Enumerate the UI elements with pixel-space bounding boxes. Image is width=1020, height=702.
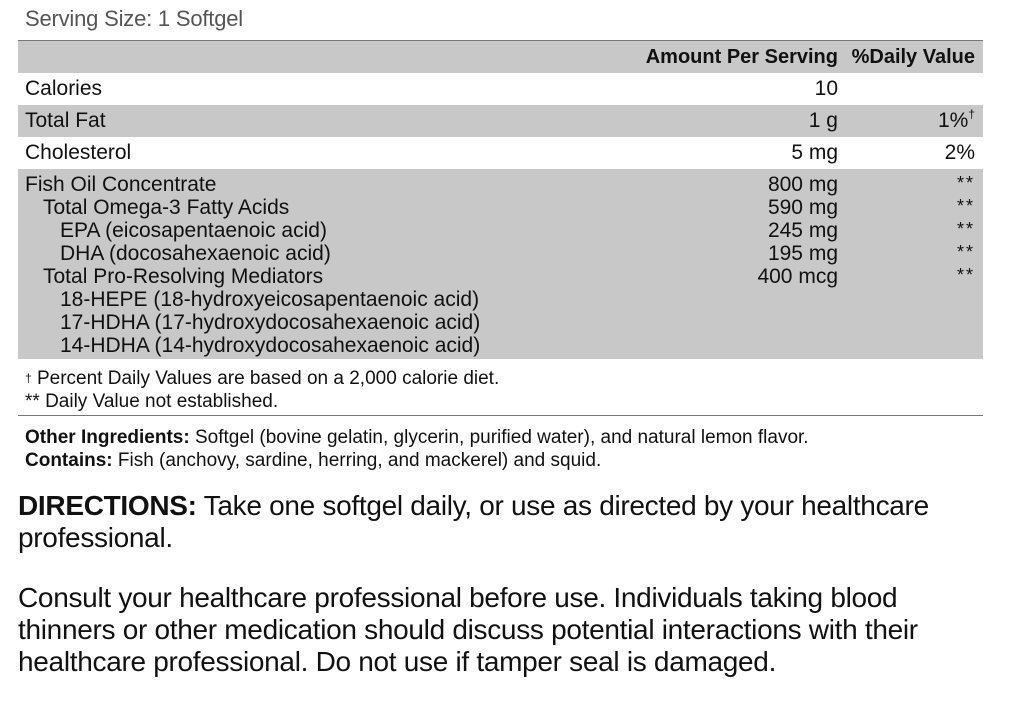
item-amount: 195 mg [767, 242, 838, 265]
list-item [18, 334, 983, 357]
header-daily-value: %Daily Value [851, 46, 975, 68]
row-daily-value [938, 109, 975, 133]
fish-oil-block [18, 169, 983, 359]
list-item [18, 173, 983, 196]
nutrition-table [18, 41, 983, 359]
directions-text: Take one softgel daily, or use as directed by your healthcare professional. [18, 490, 929, 553]
item-label: EPA (eicosapentaenoic acid) [60, 219, 327, 242]
row-label: Cholesterol [25, 141, 132, 164]
item-daily-value: ** [956, 265, 975, 285]
footnote-dagger [25, 367, 499, 390]
middle-divider [18, 415, 983, 416]
footnotes [25, 367, 499, 413]
item-daily-value: ** [956, 173, 975, 193]
list-item [18, 288, 983, 311]
item-label: Fish Oil Concentrate [25, 173, 217, 196]
item-daily-value: ** [956, 219, 975, 239]
footnote-dagger-text: Percent Daily Values are based on a 2,000 calorie diet. [31, 368, 500, 389]
row-label: Total Fat [25, 109, 106, 132]
row-daily-value-text: 1% [937, 109, 969, 132]
row-daily-value: 2% [944, 141, 975, 164]
item-amount: 245 mg [767, 219, 838, 242]
consult-warning: Consult your healthcare professional before use. Individuals taking blood thinners or other medication should discuss potential interactions with their healthcare professional. Do not use if tamper seal is damaged. [18, 582, 918, 677]
other-ingredients [25, 426, 809, 449]
row-amount: 5 mg [791, 141, 838, 164]
list-item [18, 196, 983, 219]
row-amount: 1 g [808, 109, 838, 132]
item-label: 18-HEPE (18-hydroxyeicosapentaenoic acid) [60, 288, 480, 311]
contains-text: Fish (anchovy, sardine, herring, and mackerel) and squid. [112, 450, 602, 471]
item-label: Total Omega-3 Fatty Acids [43, 196, 290, 219]
table-header-row [18, 41, 983, 73]
dagger-mark: † [25, 371, 32, 385]
table-row-cholesterol [18, 137, 983, 169]
other-ingredients-label: Other Ingredients: [25, 427, 190, 448]
item-amount: 800 mg [767, 173, 838, 196]
item-daily-value: ** [956, 196, 975, 216]
item-label: 14-HDHA (14-hydroxydocosahexaenoic acid) [60, 334, 481, 357]
item-label: 17-HDHA (17-hydroxydocosahexaenoic acid) [60, 311, 481, 334]
row-label: Calories [25, 77, 103, 100]
item-amount: 590 mg [767, 196, 838, 219]
serving-size: Serving Size: 1 Softgel [25, 6, 243, 31]
list-item [18, 242, 983, 265]
contains [25, 449, 809, 472]
other-ingredients-text: Softgel (bovine gelatin, glycerin, purified water), and natural lemon flavor. [189, 427, 809, 448]
item-amount: 400 mcg [757, 265, 838, 288]
directions-label: DIRECTIONS: [18, 490, 197, 521]
item-label: DHA (docosahexaenoic acid) [60, 242, 331, 265]
table-row-total-fat [18, 105, 983, 137]
dagger-mark: † [968, 107, 975, 121]
list-item [18, 265, 983, 288]
directions [18, 490, 978, 554]
footnote-stars: ** Daily Value not established. [25, 391, 279, 412]
item-label: Total Pro-Resolving Mediators [43, 265, 324, 288]
header-amount-per-serving: Amount Per Serving [645, 46, 838, 68]
contains-label: Contains: [25, 450, 113, 471]
list-item [18, 311, 983, 334]
row-amount: 10 [814, 77, 838, 100]
table-row-calories [18, 73, 983, 105]
item-daily-value: ** [956, 242, 975, 262]
list-item [18, 219, 983, 242]
ingredients-section [25, 426, 809, 472]
